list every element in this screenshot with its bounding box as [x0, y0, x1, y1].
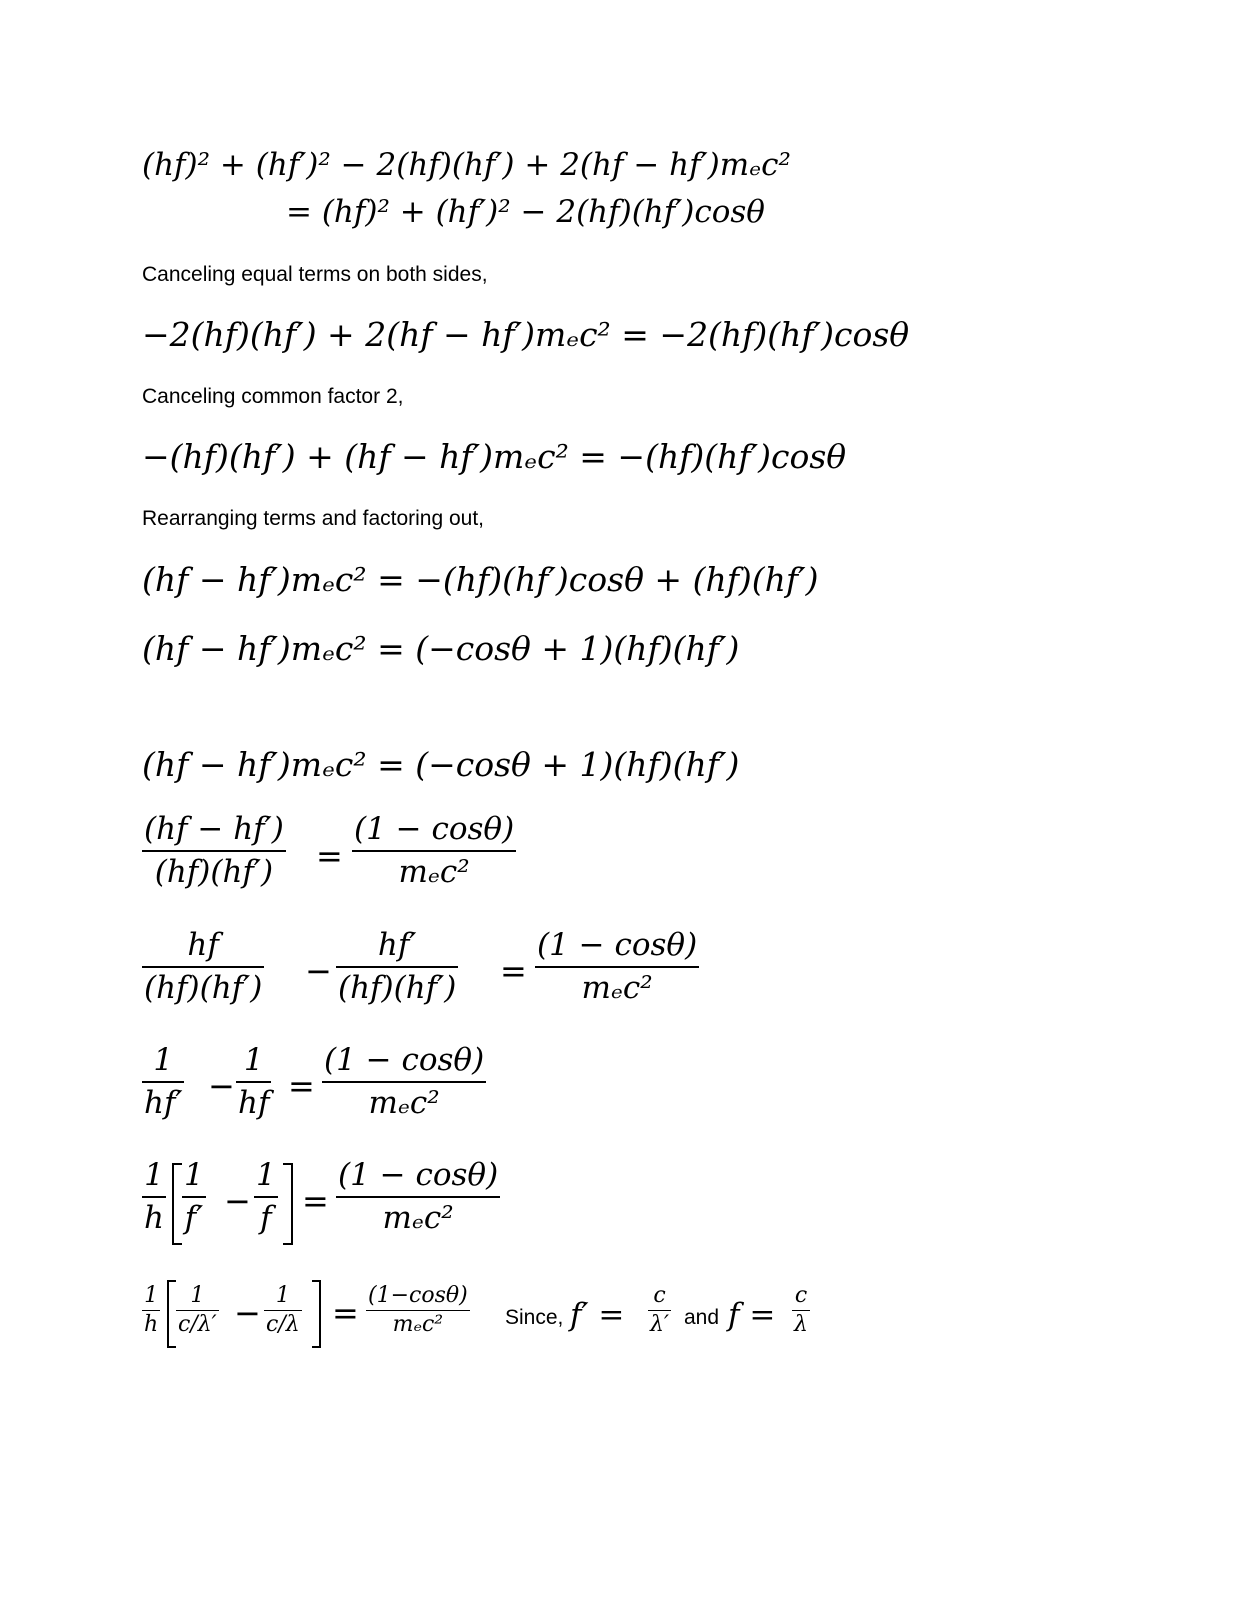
numerator: 1 — [184, 1157, 204, 1193]
equation-line: (hf − hf′)mₑc² = (−cosθ + 1)(hf)(hf′) — [142, 629, 740, 668]
fraction-bar — [648, 1310, 671, 1311]
frequency-relation-lhs: f = — [728, 1297, 776, 1333]
fraction — [254, 1157, 278, 1236]
minus-sign: − — [234, 1294, 261, 1332]
equation-line: (hf)² + (hf′)² − 2(hf)(hf′) + 2(hf − hf′)mₑc² — [142, 147, 791, 183]
fraction-bar — [792, 1310, 810, 1311]
denominator: (hf)(hf′) — [338, 970, 457, 1006]
fraction-bar — [142, 1310, 160, 1311]
fraction — [336, 927, 458, 1006]
denominator: c/λ — [266, 1312, 300, 1337]
equals-sign: = — [500, 952, 527, 990]
fraction-bar — [352, 850, 516, 852]
fraction-bar — [142, 966, 264, 968]
fraction-bar — [142, 850, 286, 852]
numerator: c — [653, 1283, 666, 1308]
equation-line: = (hf)² + (hf′)² − 2(hf)(hf′)cosθ — [286, 194, 765, 230]
numerator: (1 − cosθ) — [354, 811, 515, 847]
equation-line: −(hf)(hf′) + (hf − hf′)mₑc² = −(hf)(hf′)cosθ — [142, 437, 847, 476]
numerator: (1−cosθ) — [368, 1283, 468, 1308]
numerator: 1 — [275, 1283, 290, 1308]
fraction — [142, 1042, 184, 1121]
denominator: mₑc² — [392, 1312, 444, 1337]
denominator: f′ — [184, 1200, 204, 1236]
fraction-bar — [176, 1310, 219, 1311]
equation-line: (hf − hf′)mₑc² = (−cosθ + 1)(hf)(hf′) — [142, 745, 740, 784]
denominator: f — [260, 1200, 272, 1236]
denominator: h — [144, 1312, 159, 1337]
denominator: mₑc² — [368, 1085, 440, 1121]
fraction — [176, 1285, 219, 1336]
minus-sign: − — [208, 1067, 235, 1105]
fraction — [792, 1285, 810, 1336]
denominator: (hf)(hf′) — [154, 854, 274, 890]
explanation-text: Canceling common factor 2, — [142, 385, 404, 408]
fraction — [236, 1042, 271, 1121]
numerator: 1 — [190, 1283, 205, 1308]
numerator: 1 — [144, 1157, 164, 1193]
fraction — [336, 1157, 500, 1236]
equals-sign: = — [302, 1182, 329, 1220]
numerator: (hf − hf′) — [144, 811, 284, 847]
equals-sign: = — [332, 1294, 359, 1332]
denominator: h — [144, 1200, 164, 1236]
fraction — [648, 1285, 671, 1336]
right-bracket — [312, 1280, 321, 1348]
denominator: (hf)(hf′) — [144, 970, 263, 1006]
fraction — [182, 1157, 206, 1236]
fraction — [535, 927, 699, 1006]
equation-line: −2(hf)(hf′) + 2(hf − hf′)mₑc² = −2(hf)(hf′)cosθ — [142, 315, 910, 354]
denominator: mₑc² — [382, 1200, 454, 1236]
frequency-relation-lhs: f′ = — [570, 1297, 625, 1333]
fraction-bar — [366, 1310, 470, 1311]
denominator: λ — [794, 1312, 808, 1337]
fraction — [142, 927, 264, 1006]
fraction-bar — [236, 1081, 271, 1083]
fraction — [352, 811, 516, 890]
numerator: 1 — [153, 1042, 174, 1078]
equals-sign: = — [316, 837, 343, 875]
numerator: 1 — [243, 1042, 264, 1078]
denominator: mₑc² — [581, 970, 653, 1006]
numerator: (1 − cosθ) — [537, 927, 698, 963]
denominator: hf — [238, 1085, 270, 1121]
left-bracket — [167, 1280, 176, 1348]
and-text: and — [684, 1306, 720, 1329]
fraction — [322, 1042, 486, 1121]
numerator: (1 − cosθ) — [324, 1042, 485, 1078]
numerator: c — [794, 1283, 808, 1308]
denominator: hf′ — [144, 1085, 183, 1121]
fraction-bar — [254, 1196, 278, 1198]
since-text: Since, — [505, 1306, 564, 1329]
fraction — [142, 1157, 166, 1236]
fraction-bar — [322, 1081, 486, 1083]
fraction-bar — [142, 1196, 166, 1198]
explanation-text: Rearranging terms and factoring out, — [142, 507, 485, 530]
denominator: λ′ — [650, 1312, 669, 1337]
minus-sign: − — [305, 952, 332, 990]
numerator: hf′ — [377, 927, 417, 963]
equals-sign: = — [288, 1067, 315, 1105]
denominator: c/λ′ — [178, 1312, 217, 1337]
fraction — [366, 1285, 470, 1336]
explanation-text: Canceling equal terms on both sides, — [142, 263, 488, 286]
numerator: 1 — [144, 1283, 159, 1308]
fraction — [142, 1285, 160, 1336]
fraction-bar — [336, 1196, 500, 1198]
fraction-bar — [182, 1196, 206, 1198]
equation-line: (hf − hf′)mₑc² = −(hf)(hf′)cosθ + (hf)(hf′) — [142, 560, 819, 599]
minus-sign: − — [224, 1182, 251, 1220]
fraction — [264, 1285, 302, 1336]
numerator: hf — [187, 927, 219, 963]
denominator: mₑc² — [398, 854, 470, 890]
fraction — [142, 811, 286, 890]
fraction-bar — [336, 966, 458, 968]
left-bracket — [172, 1163, 182, 1245]
fraction-bar — [535, 966, 699, 968]
fraction-bar — [264, 1310, 302, 1311]
numerator: (1 − cosθ) — [338, 1157, 499, 1193]
right-bracket — [283, 1163, 293, 1245]
fraction-bar — [142, 1081, 184, 1083]
numerator: 1 — [256, 1157, 276, 1193]
